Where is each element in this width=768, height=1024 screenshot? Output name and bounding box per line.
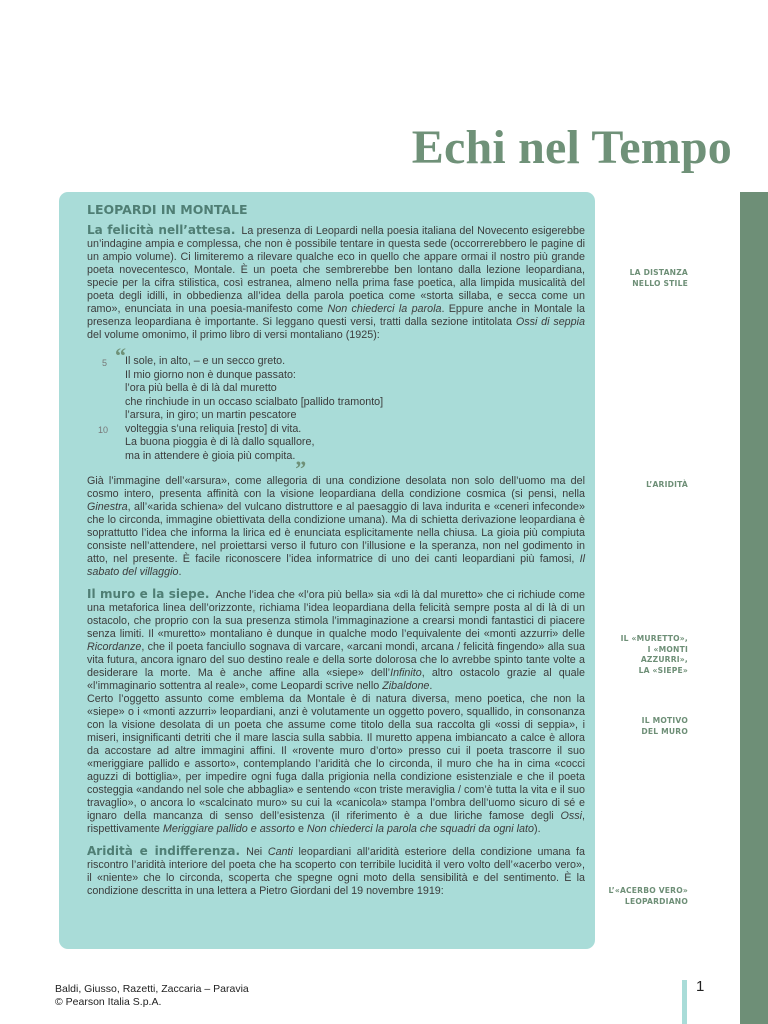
- margin-note-distanza-stile: LA DISTANZA NELLO STILE: [629, 268, 688, 288]
- line-number: 10: [98, 425, 109, 435]
- text-run: .: [429, 680, 433, 692]
- italic-title: Non chiederci la parola: [327, 303, 442, 315]
- italic-title: Ossi: [560, 810, 582, 822]
- margin-note-motivo-muro: IL MOTIVO DEL MURO: [641, 716, 688, 736]
- poem-line-last: [125, 444, 383, 470]
- paragraph-lead: Aridità e indifferenza.: [87, 844, 241, 858]
- page-title: Echi nel Tempo: [411, 121, 732, 174]
- paragraph-lead: Il muro e la siepe.: [87, 587, 210, 601]
- paragraph-aridita: [87, 845, 585, 898]
- text-run: , all’«arida schiena» del vulcano distruttore e al paesaggio di lava indurita e «ceneri infeconde» che lo circonda, immagine obiettivata della condizione umana). Ma di schietta derivazione leopardiana è soprattutto l’idea che informa la lirica ed è enunciata esplicitamente nella chiusa. La gioia più compiuta consiste nell’attendere, nel proiettarsi verso il futuro con l’illusione e la speranza, non nel godimento in atto, nel presente. È facile riconoscere l’idea informatrice di uno dei canti leopardiani più famosi,: [87, 501, 585, 565]
- italic-title: Non chiederci la parola che squadri da ogni lato: [306, 823, 534, 835]
- poem-line: l’arsura, in giro; un martin pescatore: [125, 409, 297, 421]
- page-number: 1: [696, 978, 705, 995]
- text-run: . Eppure anche in Montale la presenza leopardiana è importante. Si leggano questi versi, tratti dalla sezione intitolata: [87, 303, 585, 328]
- open-quote-mark: “: [115, 343, 126, 368]
- paragraph-arsura: [87, 475, 585, 579]
- poem-line: Il mio giorno non è dunque passato:: [125, 368, 296, 381]
- margin-note-aridita: L’ARIDITÀ: [646, 480, 688, 489]
- poem-line: che rinchiude in un occaso scialbato [pallido tramonto]: [125, 395, 384, 408]
- paragraph-muro-siepe: [87, 588, 585, 693]
- poem-line: Il sole, in alto, – e un secco greto.: [125, 355, 286, 367]
- text-run: leopardiani all’aridità esteriore della condizione umana fa riscontro l’aridità interiore del poeta che ha scoperto con terribile lucidità il vero volto dell’«acerbo vero», il «niente» che lo circonda, scoperta che spegne ogni moto della sensibilità e del sentimento. È la condizione descritta in una lettera a Pietro Giordani del 19 novembre 1919:: [87, 846, 585, 897]
- text-run: Certo l’oggetto assunto come emblema da Montale è di natura diversa, meno poetica, che non la «siepe» o i «monti azzurri» leopardiani, anzi è volutamente un oggetto povero, squallido, in consonanza con la visione desolata di un poeta che assume come titolo della sua raccolta gli «ossi di seppia», i miseri, insignificanti detriti che il mare lascia sulla sabbia. Il muretto appena imbiancato a calce è allora da accostare ad altre immagini affini. Il «rovente muro d’orto» presso cui il poeta trascorre il suo «meriggiare pallido e assorto», contemplando l’aridità che lo circonda, il muro che ha in cima «cocci aguzzi di bottiglia», per impedire ogni fuga dalla prigionia nella condizione esistenziale e che il poeta costeggia «andando nel sole che abbaglia» e sentendo «con triste meraviglia / com’è tutta la vita e il suo travaglio», o ancora lo «scalcinato muro» su cui la «canicola» stampa l’ombra dell’uomo sicuro di sé e ignaro della mancanza di senso dell’esistenza (il riferimento è a due liriche famose degli: [87, 693, 585, 822]
- text-run: , rispettivamente: [87, 810, 585, 835]
- text-run: Nei: [246, 846, 268, 858]
- italic-title: Infinito: [390, 667, 422, 679]
- footer-authors: Baldi, Giusso, Razetti, Zaccaria – Paravia: [55, 983, 249, 995]
- poem-line: La buona pioggia è di là dallo squallore,: [125, 436, 315, 448]
- text-run: La presenza di Leopardi nella poesia italiana del Novecento esigerebbe un’indagine ampia e complessa, che non è possibile tentare in questa sede (occorrerebbero le pagine di un ampio volume). Ci limiteremo a rilevare qualche eco in quello che appare ormai il nostro più grande poeta novecentesco, Montale. È un poeta che sembrerebbe ben lontano dalla lezione leopardiana, specie per la cifra stilistica, così estranea, almeno nella prima fase poetica, alla limpida musicalità del poeta degli idilli, in obbedienza all’idea della parola poetica come «storta sillaba, e secca come un ramo», enunciata in una poesia-manifesto come: [87, 225, 585, 315]
- margin-note-acerbo-vero: L’«ACERBO VERO» LEOPARDIANO: [608, 886, 688, 906]
- italic-title: Canti: [267, 846, 293, 858]
- italic-title: Ricordanze: [87, 641, 142, 653]
- side-color-strip: [740, 192, 768, 1024]
- footer-credits: [55, 983, 249, 1009]
- poem-excerpt: [87, 343, 585, 470]
- text-run: , che il poeta fanciullo sognava di varcare, «arcani mondi, arcana / felicità fingendo» alla sua vita futura, ancora ignaro del suo destino reale e della sorte dolorosa che lo avrebbe spinto tante volte a desiderare la morte. Ma è anche affine alla «siepe» dell’: [87, 641, 585, 679]
- box-heading: LEOPARDI IN MONTALE: [87, 202, 248, 217]
- italic-title: Ossi di seppia: [515, 316, 585, 328]
- margin-note-muretto: IL «MURETTO», I «MONTI AZZURRI», LA «SIEPE»: [620, 634, 688, 675]
- page-number-bar: [682, 980, 687, 1024]
- poem-line-text: ma in attendere è gioia più compita.: [125, 449, 296, 462]
- text-run: Anche l’idea che «l’ora più bella» sia «di là dal muretto» che ci richiude come una metaforica linea dell’orizzonte, richiama l’idea leopardiana della felicità sempre posta al di là di un ostacolo, che proprio con la sua presenza stimola l’immaginazione a crearsi mondi fantastici di piacere senza limiti. Il «muretto» montaliano è dunque in qualche modo l’equivalente dei «monti azzurri» delle: [87, 589, 585, 640]
- text-run: ).: [534, 823, 541, 835]
- poem-line: volteggia s’una reliquia [resto] di vita.: [125, 422, 302, 435]
- italic-title: Il sabato del villaggio: [87, 553, 585, 578]
- paragraph-felicita: [87, 224, 585, 342]
- poem-line: l’ora più bella è di là dal muretto: [125, 382, 277, 394]
- line-number: 5: [102, 358, 108, 368]
- italic-title: Meriggiare pallido e assorto: [162, 823, 295, 835]
- paragraph-oggetto: [87, 693, 585, 836]
- poem-lines: [125, 355, 384, 470]
- paragraph-lead: La felicità nell’attesa.: [87, 223, 236, 237]
- text-run: del volume omonimo, il primo libro di versi montaliano (1925):: [87, 329, 380, 341]
- close-quote-mark: „: [295, 444, 307, 470]
- text-run: .: [178, 566, 182, 578]
- feature-box: [59, 192, 595, 949]
- italic-title: Zibaldone: [382, 680, 430, 692]
- italic-title: Ginestra: [87, 501, 128, 513]
- text-run: e: [294, 823, 307, 835]
- text-run: Già l’immagine dell’«arsura», come allegoria di una condizione desolata non solo dell’uomo ma del cosmo intero, presenta affinità con la visione leopardiana della condizione cosmica (si pensi, nella: [87, 475, 585, 500]
- footer-copyright: © Pearson Italia S.p.A.: [55, 996, 162, 1008]
- text-run: , altro ostacolo grazie al quale «l’immaginario sottentra al reale», come Leopardi scrive nello: [87, 667, 585, 692]
